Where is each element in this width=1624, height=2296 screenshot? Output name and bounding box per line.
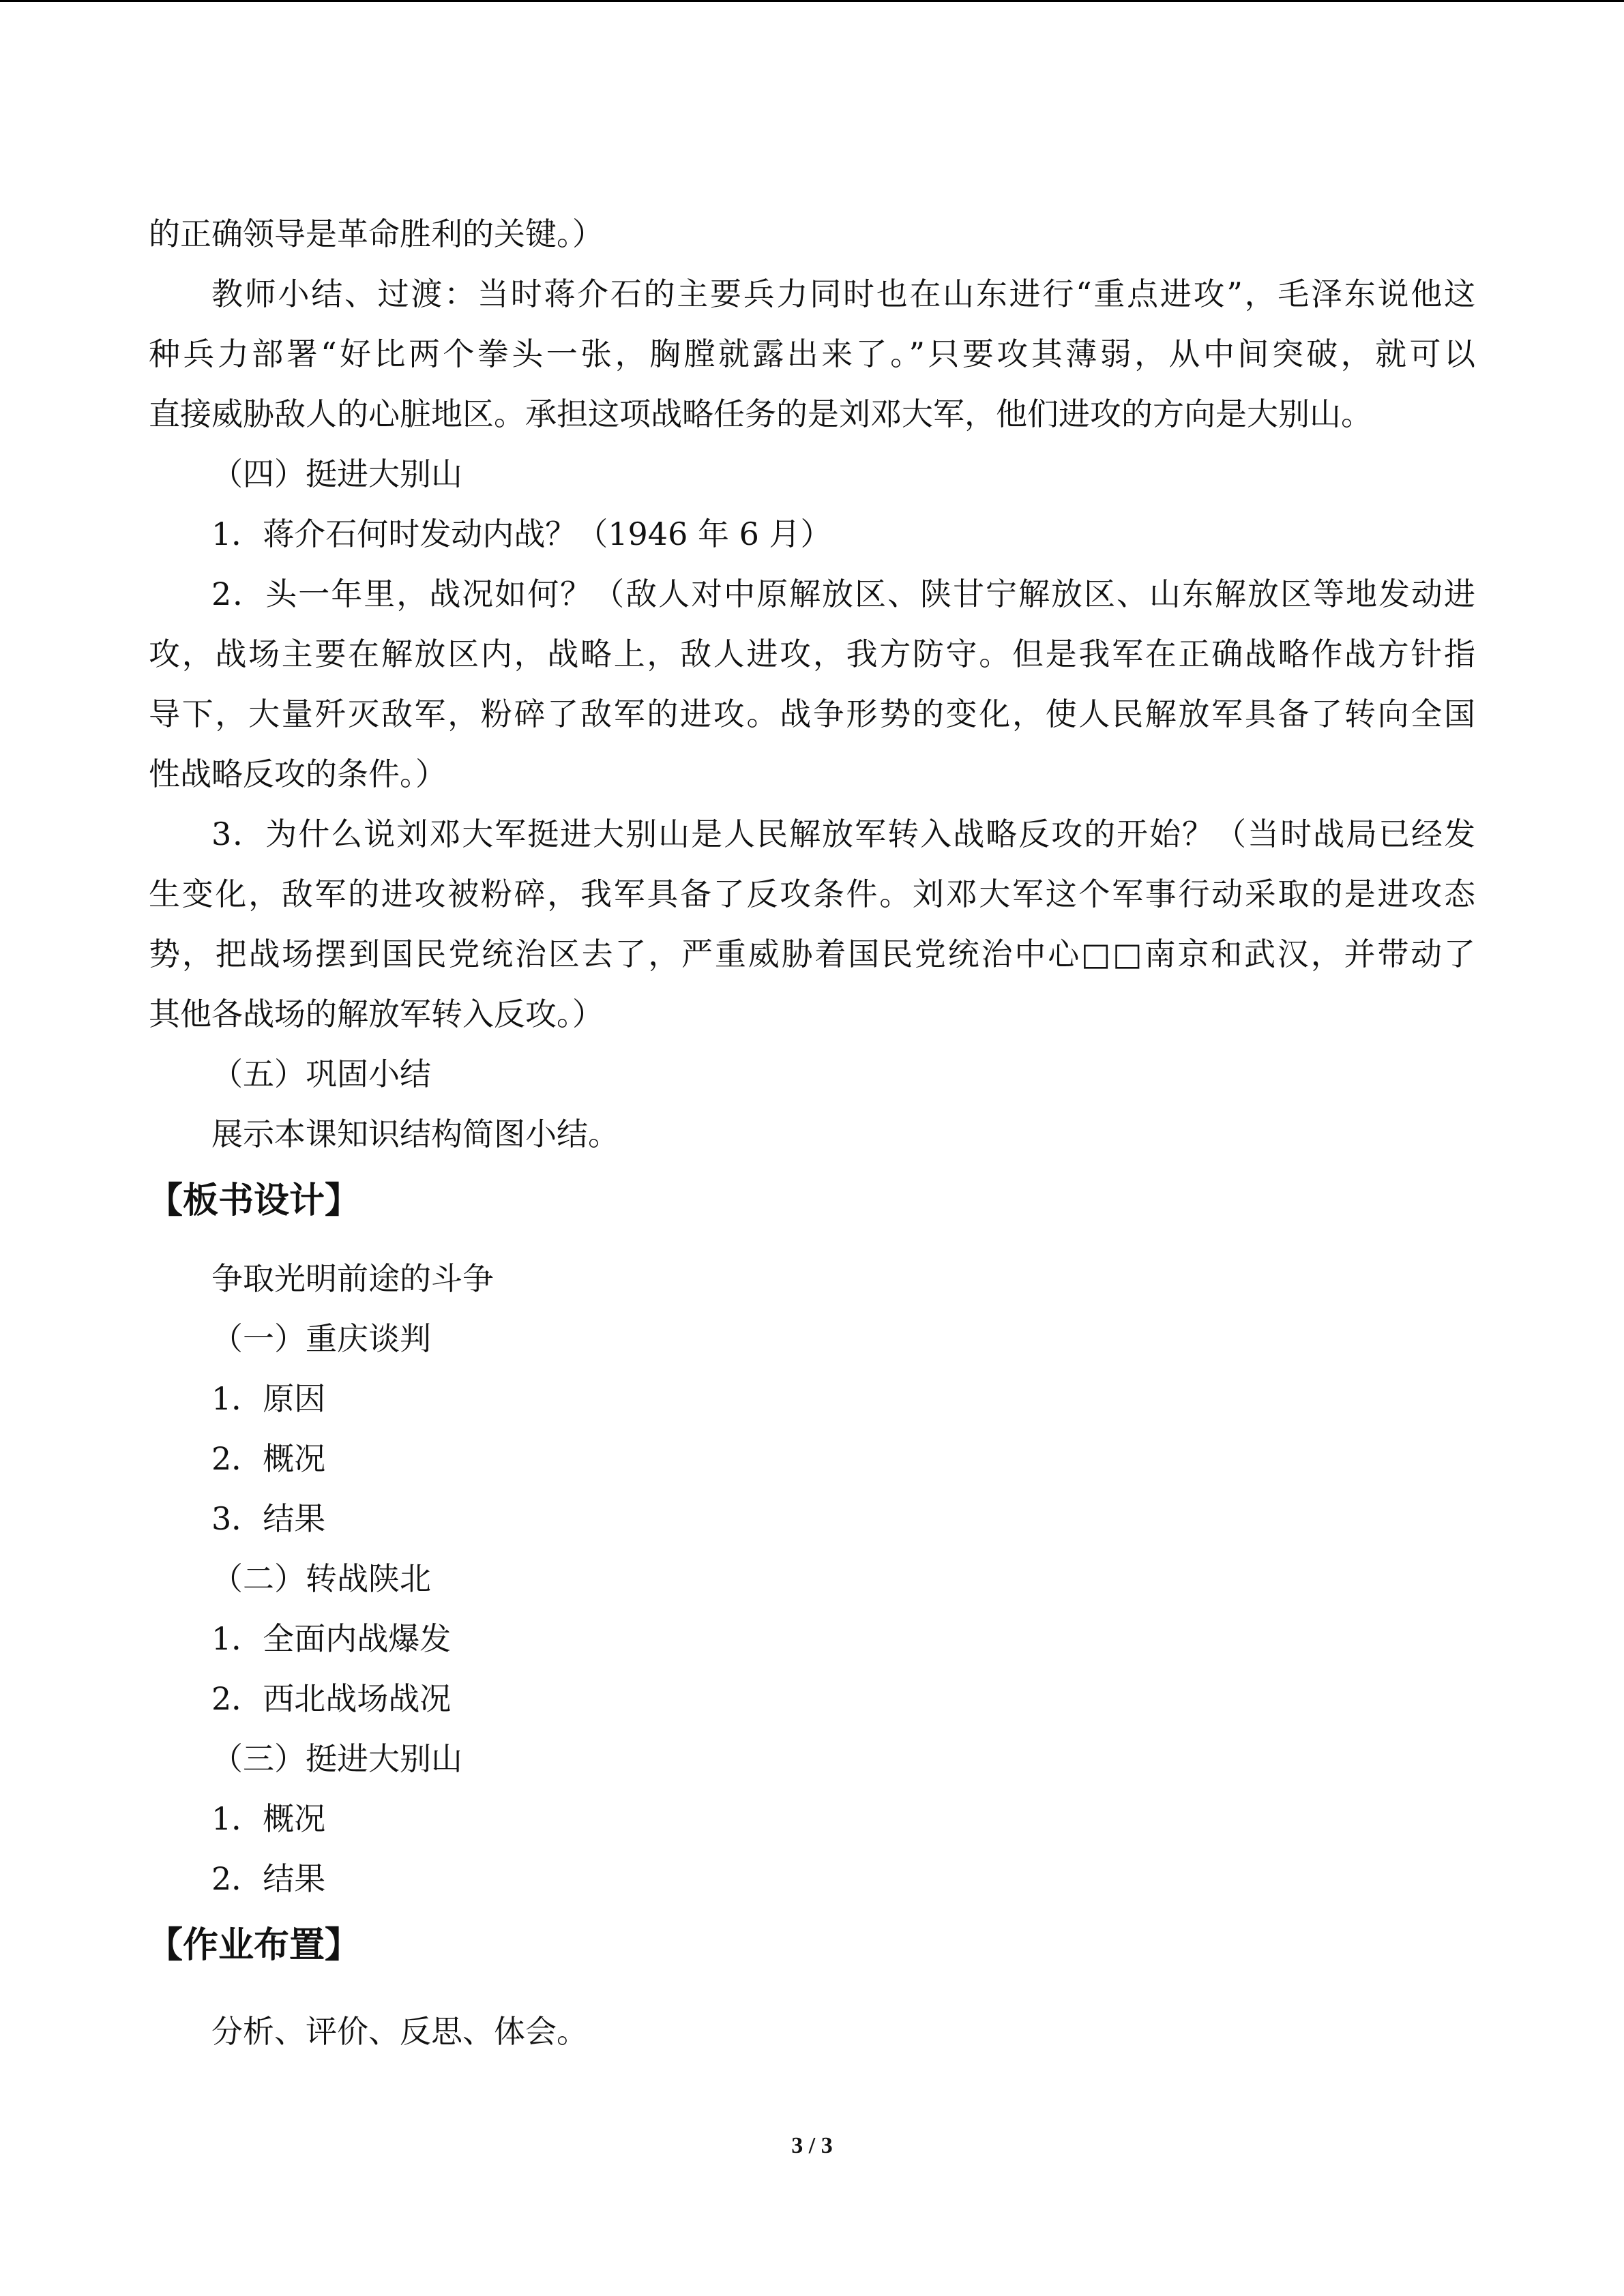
list-item: 2．西北战场战况: [211, 1680, 452, 1717]
section-title: （四）挺进大别山: [211, 456, 462, 492]
text-line: 2．头一年里，战况如何？（敌人对中原解放区、陕甘宁解放区、山东解放区等地发动进: [211, 576, 1475, 612]
text-line: 展示本课知识结构简图小结。: [211, 1116, 619, 1152]
list-item: 争取光明前途的斗争: [211, 1260, 494, 1297]
board-design-heading: 【板书设计】: [147, 1180, 361, 1221]
list-item: 1．概况: [211, 1800, 326, 1837]
list-item: 1．全面内战爆发: [211, 1620, 452, 1657]
question-line: 1．蒋介石何时发动内战？（1946 年 6 月）: [211, 516, 832, 552]
homework-heading: 【作业布置】: [147, 1925, 361, 1966]
text-line: 教师小结、过渡：当时蒋介石的主要兵力同时也在山东进行“重点进攻”，毛泽东说他这: [211, 275, 1475, 312]
text-line: 性战略反攻的条件。）: [149, 756, 447, 792]
homework-text: 分析、评价、反思、体会。: [211, 2013, 588, 2050]
text-line: 的正确领导是革命胜利的关键。）: [149, 215, 604, 252]
list-item: 2．概况: [211, 1440, 326, 1477]
text-line: 攻，战场主要在解放区内，战略上，敌人进攻，我方防守。但是我军在正确战略作战方针指: [149, 636, 1475, 672]
text-line: 3．为什么说刘邓大军挺进大别山是人民解放军转入战略反攻的开始？（当时战局已经发: [211, 816, 1475, 852]
text-line: 直接威胁敌人的心脏地区。承担这项战略任务的是刘邓大军，他们进攻的方向是大别山。: [149, 396, 1372, 432]
list-item: （三）挺进大别山: [211, 1740, 462, 1777]
section-title: （五）巩固小结: [211, 1056, 431, 1092]
list-item: 1．原因: [211, 1380, 326, 1417]
list-item: （一）重庆谈判: [211, 1320, 431, 1357]
top-border-line: [0, 0, 1624, 2]
page-number: 3 / 3: [791, 2133, 833, 2158]
list-item: 3．结果: [211, 1500, 326, 1537]
text-line: 其他各战场的解放军转入反攻。）: [149, 996, 604, 1032]
text-line: 生变化，敌军的进攻被粉碎，我军具备了反攻条件。刘邓大军这个军事行动采取的是进攻态: [149, 876, 1475, 912]
text-line: 势，把战场摆到国民党统治区去了，严重威胁着国民党统治中心□□南京和武汉，并带动了: [149, 936, 1475, 972]
text-line: 种兵力部署“好比两个拳头一张，胸膛就露出来了。”只要攻其薄弱，从中间突破，就可以: [149, 336, 1475, 372]
text-line: 导下，大量歼灭敌军，粉碎了敌军的进攻。战争形势的变化，使人民解放军具备了转向全国: [149, 696, 1475, 732]
list-item: （二）转战陕北: [211, 1560, 431, 1597]
list-item: 2．结果: [211, 1860, 326, 1897]
